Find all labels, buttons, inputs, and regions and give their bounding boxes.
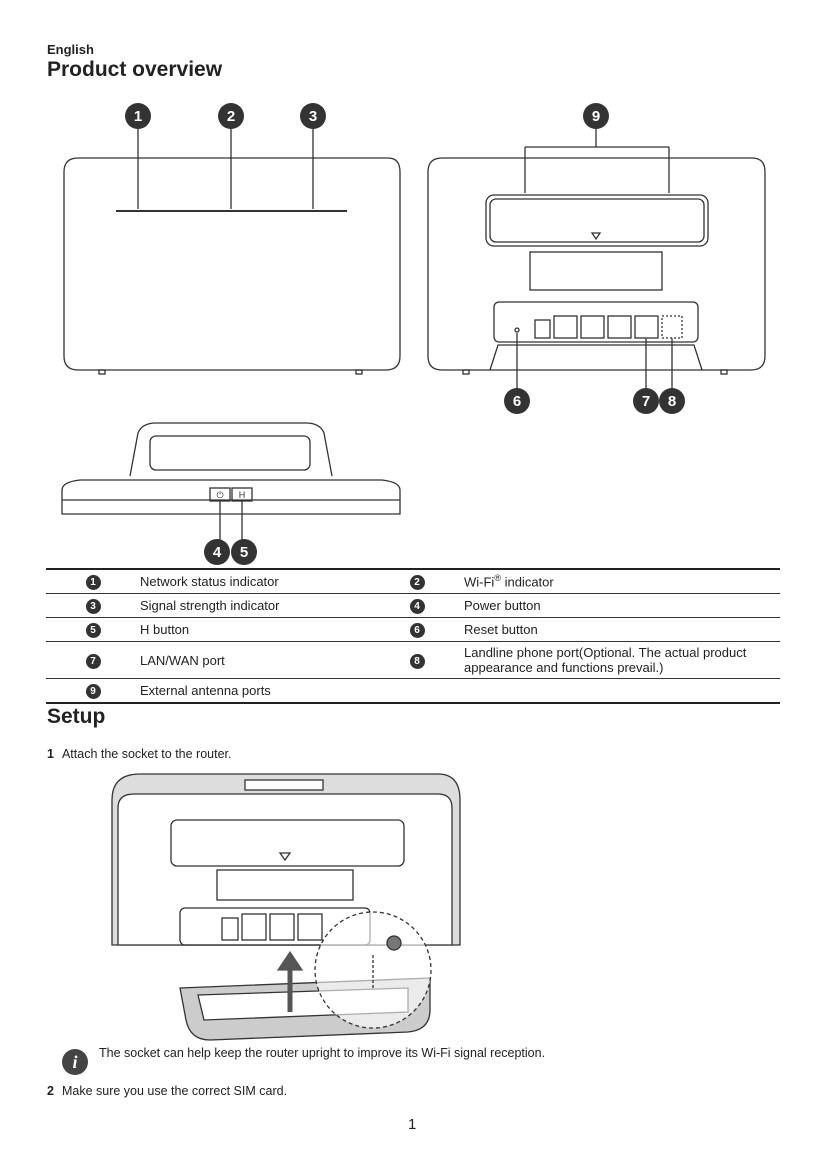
svg-text:⏻: ⏻ [216, 490, 224, 500]
legend-number: 4 [410, 599, 425, 614]
step-2 [47, 1084, 287, 1098]
svg-text:H: H [238, 490, 246, 500]
step-number: 1 [47, 747, 54, 761]
table-row [46, 679, 780, 704]
legend-text: LAN/WAN port [140, 642, 370, 679]
info-icon: i [62, 1049, 88, 1075]
legend-number: 2 [410, 575, 425, 590]
socket-attach-illustration [112, 774, 460, 1040]
legend-text: Wi-Fi® indicator [464, 569, 780, 594]
svg-text:7: 7 [641, 393, 651, 410]
svg-text:2: 2 [226, 108, 236, 125]
callout-3 [300, 103, 326, 129]
callout-9 [583, 103, 609, 129]
table-row [46, 618, 780, 642]
svg-text:5: 5 [239, 544, 249, 561]
legend-number: 6 [410, 623, 425, 638]
svg-text:9: 9 [591, 108, 601, 125]
callout-2 [218, 103, 244, 129]
svg-text:8: 8 [667, 393, 677, 410]
step-text: Make sure you use the correct SIM card. [61, 1084, 288, 1098]
callout-8 [659, 388, 685, 414]
note-text: The socket can help keep the router upright to improve its Wi-Fi signal reception. [99, 1046, 546, 1060]
router-back-view [428, 128, 765, 389]
svg-text:3: 3 [308, 108, 318, 125]
legend-number: 1 [86, 575, 101, 590]
callout-5 [231, 539, 257, 565]
legend-number: 9 [86, 684, 101, 699]
legend-number: 7 [86, 654, 101, 669]
svg-text:6: 6 [512, 393, 522, 410]
setup-heading: Setup [47, 705, 106, 728]
legend-number: 3 [86, 599, 101, 614]
router-front-view [64, 128, 400, 374]
legend-text: Landline phone port(Optional. The actual product appearance and functions prevail.) [464, 642, 780, 679]
legend-text: External antenna ports [140, 679, 370, 704]
callout-6 [504, 388, 530, 414]
callout-4 [204, 539, 230, 565]
router-top-view [62, 423, 400, 540]
svg-text:4: 4 [212, 544, 222, 561]
step-text: Attach the socket to the router. [61, 747, 232, 761]
table-row [46, 594, 780, 618]
legend-table [46, 568, 780, 704]
step-1 [47, 747, 232, 761]
language-label: English [47, 42, 94, 57]
table-row [46, 642, 780, 679]
table-row [46, 569, 780, 594]
legend-text: Reset button [464, 618, 780, 642]
callout-1 [125, 103, 151, 129]
step-number: 2 [47, 1084, 54, 1098]
svg-text:1: 1 [133, 108, 143, 125]
legend-text: Signal strength indicator [140, 594, 370, 618]
page-number: 1 [408, 1116, 417, 1133]
legend-text: Network status indicator [140, 569, 370, 594]
page-title: Product overview [47, 58, 223, 81]
callout-7 [633, 388, 659, 414]
legend-number: 5 [86, 623, 101, 638]
legend-text: Power button [464, 594, 780, 618]
legend-number: 8 [410, 654, 425, 669]
legend-text: H button [140, 618, 370, 642]
